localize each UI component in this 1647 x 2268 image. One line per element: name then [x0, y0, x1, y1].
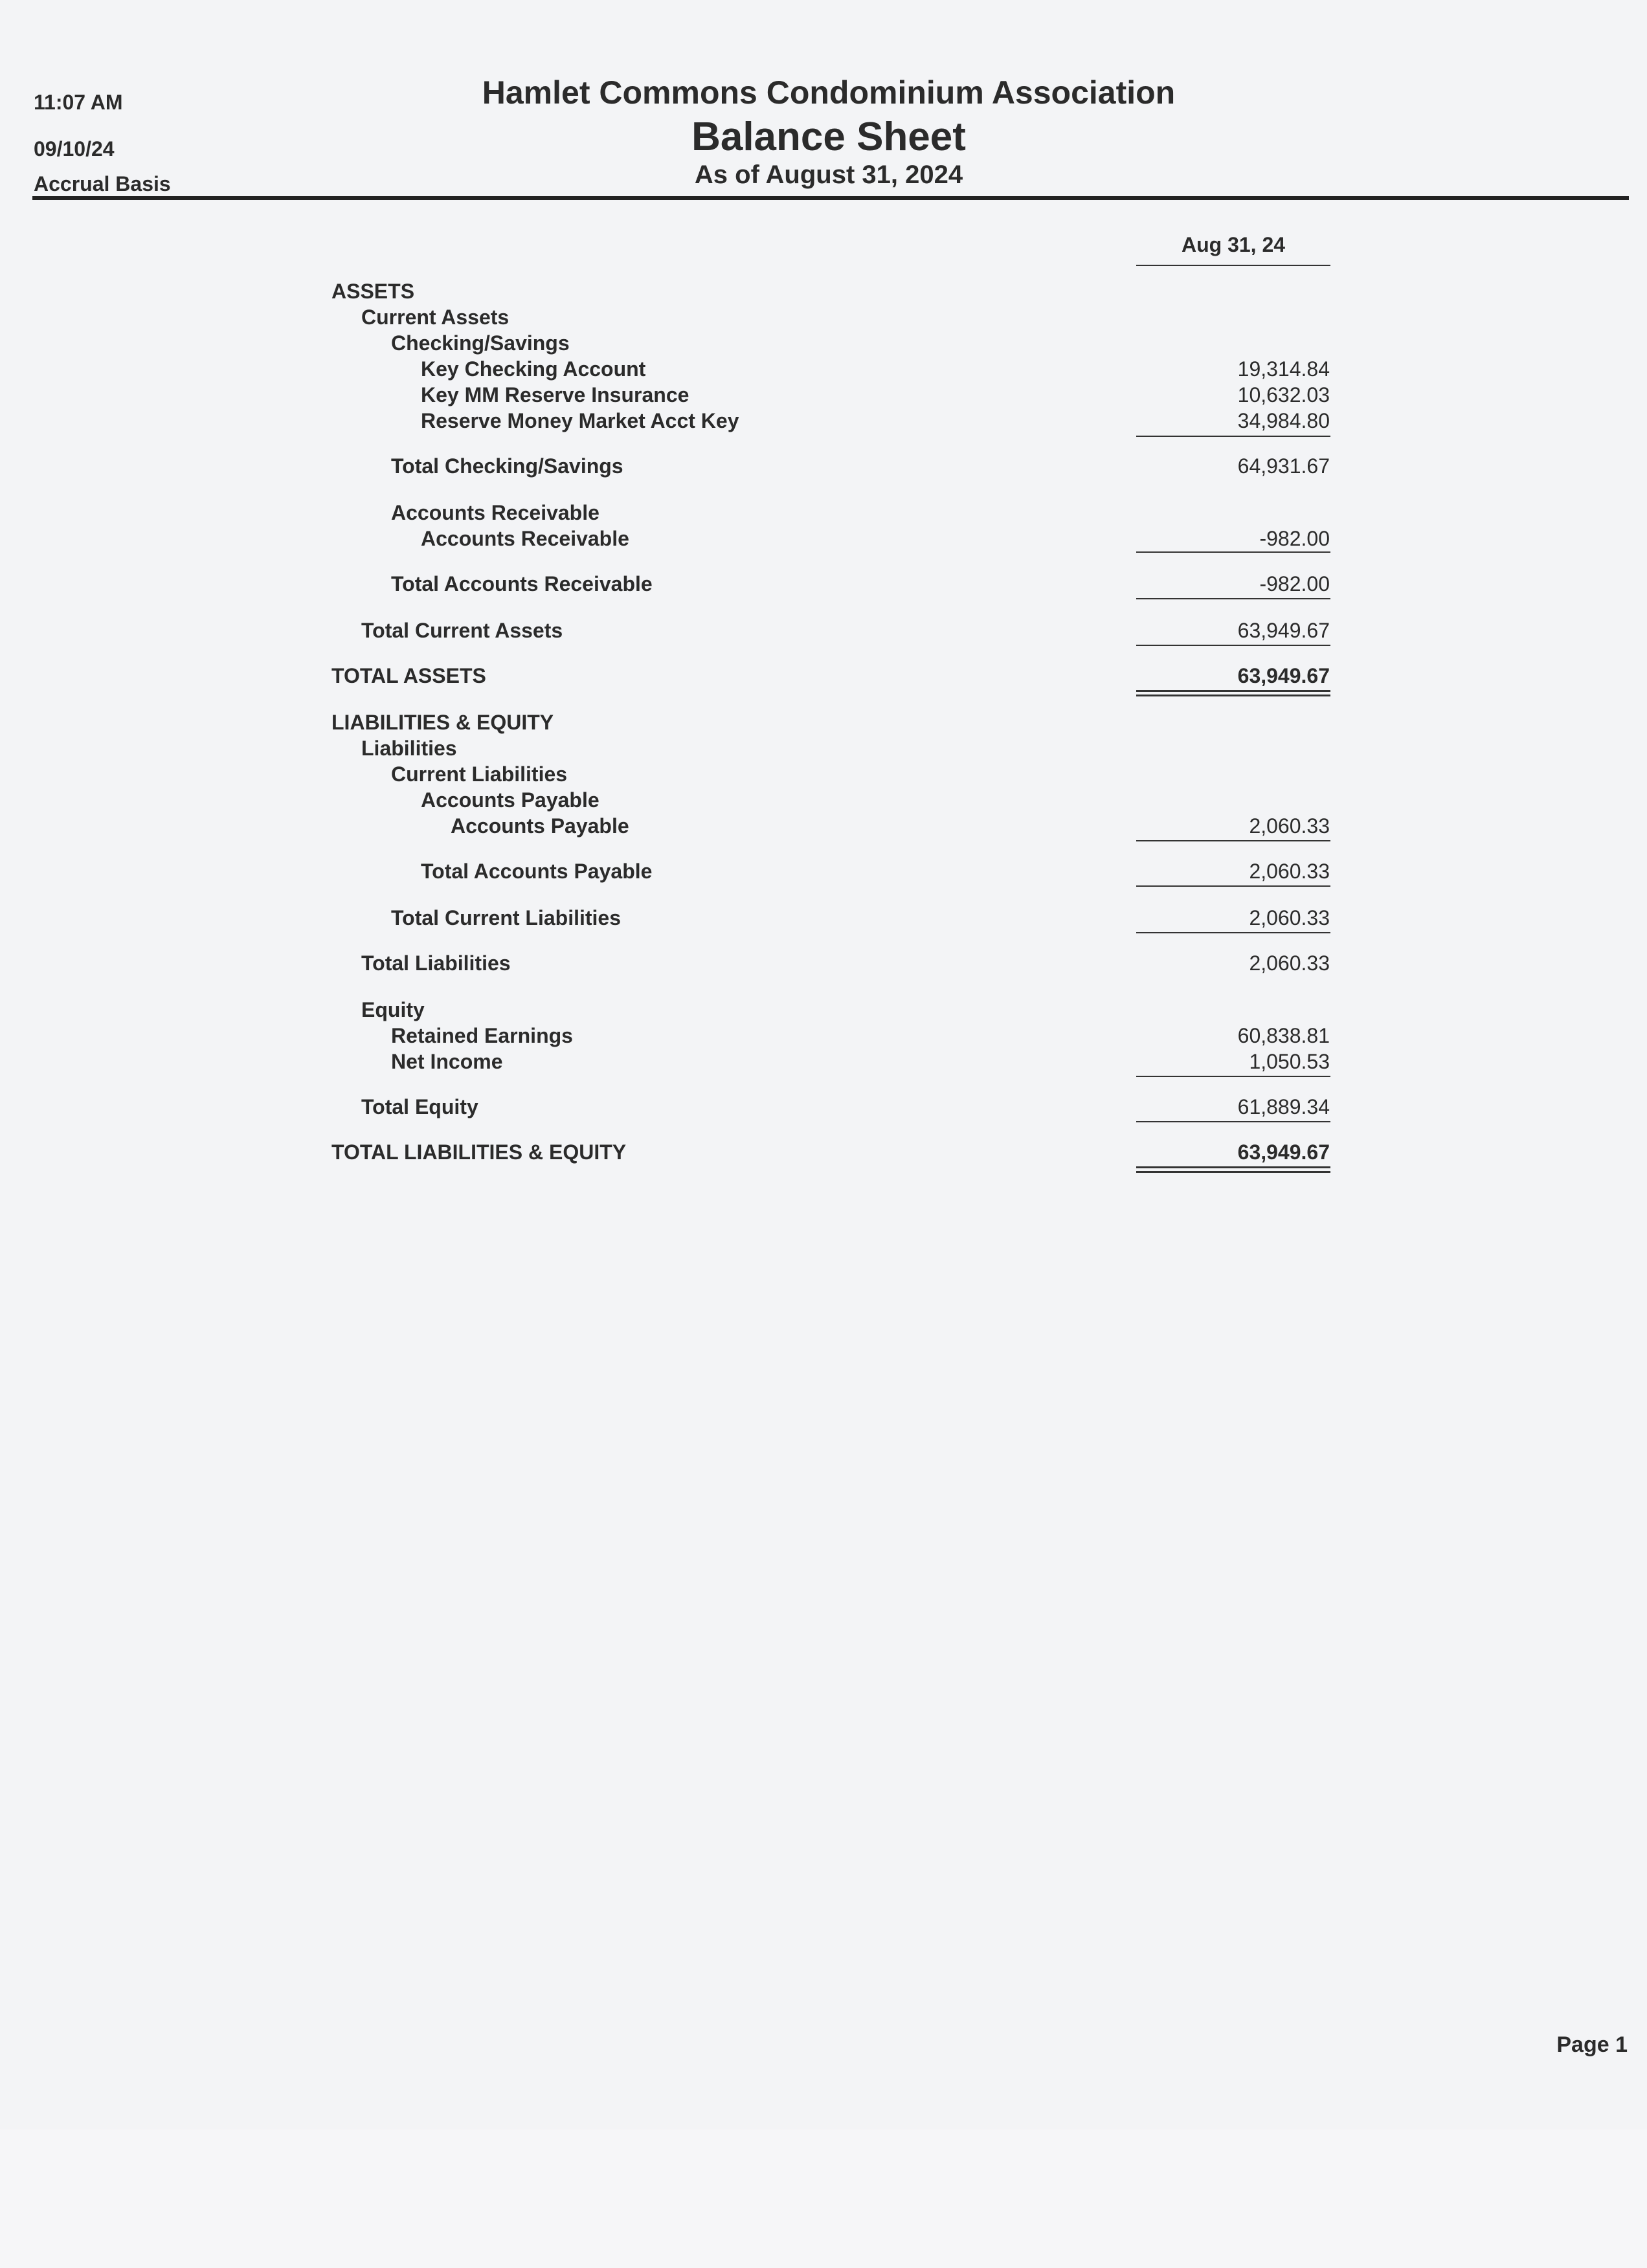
row-total-ap [0, 858, 1647, 884]
row-label: Reserve Money Market Acct Key [421, 409, 739, 432]
row-total-ar [0, 571, 1647, 597]
row-accounts-receivable [0, 526, 1647, 551]
row-total-assets [0, 663, 1647, 689]
row-total-equity [0, 1094, 1647, 1120]
subtotal-rule [1136, 551, 1330, 553]
header-rule [32, 196, 1629, 200]
row-reserve-mm [0, 408, 1647, 434]
report-date: 09/10/24 [34, 137, 115, 161]
row-label: Net Income [391, 1050, 503, 1073]
section-assets [0, 278, 1647, 304]
row-label: Current Liabilities [391, 762, 568, 786]
row-key-mm-reserve [0, 382, 1647, 408]
row-label: Current Assets [361, 306, 510, 329]
row-amount: 1,050.53 [1249, 1050, 1330, 1073]
row-label: Accounts Receivable [421, 527, 629, 550]
row-label: Total Current Liabilities [391, 906, 621, 929]
grand-total-rule [1136, 690, 1330, 696]
subtotal-rule [1136, 436, 1330, 437]
grand-total-rule [1136, 1166, 1330, 1173]
subtotal-rule [1136, 840, 1330, 841]
report-title: Balance Sheet [691, 115, 966, 159]
subtotal-rule [1136, 1121, 1330, 1122]
group-current-liabilities [0, 761, 1647, 787]
subtotal-rule [1136, 1076, 1330, 1077]
row-total-current-liabilities [0, 905, 1647, 931]
row-amount: 2,060.33 [1249, 906, 1330, 929]
row-amount: 64,931.67 [1237, 454, 1330, 478]
row-amount: -982.00 [1259, 572, 1330, 595]
subtotal-rule [1136, 885, 1330, 887]
row-net-income [0, 1049, 1647, 1074]
subtotal-rule [1136, 598, 1330, 599]
row-amount: -982.00 [1259, 527, 1330, 550]
page-number: Page 1 [1556, 2032, 1628, 2057]
row-label: Key Checking Account [421, 357, 646, 381]
subtotal-rule [1136, 932, 1330, 933]
row-amount: 61,889.34 [1237, 1095, 1330, 1118]
row-label: Retained Earnings [391, 1024, 573, 1047]
report-as-of: As of August 31, 2024 [694, 161, 963, 189]
row-amount: 10,632.03 [1237, 383, 1330, 406]
row-label: Accounts Payable [421, 788, 599, 812]
row-label: Liabilities [361, 737, 457, 760]
group-equity [0, 997, 1647, 1023]
organization-name: Hamlet Commons Condominium Association [482, 74, 1176, 111]
row-total-liabilities-equity [0, 1139, 1647, 1165]
row-label: Key MM Reserve Insurance [421, 383, 689, 406]
row-key-checking [0, 356, 1647, 382]
row-amount: 63,949.67 [1237, 664, 1330, 687]
group-checking-savings [0, 330, 1647, 356]
group-accounts-receivable [0, 500, 1647, 526]
row-retained-earnings [0, 1023, 1647, 1049]
row-amount: 63,949.67 [1237, 619, 1330, 642]
row-label: TOTAL ASSETS [331, 664, 486, 687]
row-amount: 63,949.67 [1237, 1140, 1330, 1164]
row-amount: 60,838.81 [1237, 1024, 1330, 1047]
row-accounts-payable [0, 813, 1647, 839]
row-label: Equity [361, 998, 425, 1021]
row-label: Checking/Savings [391, 331, 570, 355]
row-total-liabilities [0, 950, 1647, 976]
row-label: Total Checking/Savings [391, 454, 623, 478]
row-label: Total Liabilities [361, 951, 511, 975]
row-label: Accounts Payable [451, 814, 629, 838]
subtotal-rule [1136, 645, 1330, 646]
row-amount: 34,984.80 [1237, 409, 1330, 432]
group-liabilities [0, 735, 1647, 761]
row-amount: 2,060.33 [1249, 814, 1330, 838]
row-amount: 2,060.33 [1249, 951, 1330, 975]
report-time: 11:07 AM [34, 91, 123, 114]
row-label: Total Accounts Receivable [391, 572, 653, 595]
row-label: Accounts Receivable [391, 501, 599, 524]
row-amount: 19,314.84 [1237, 357, 1330, 381]
row-total-current-assets [0, 617, 1647, 643]
row-label: Total Accounts Payable [421, 860, 653, 883]
row-amount: 2,060.33 [1249, 860, 1330, 883]
row-label: Total Equity [361, 1095, 478, 1118]
report-basis: Accrual Basis [34, 172, 171, 195]
row-label: Total Current Assets [361, 619, 563, 642]
row-label: TOTAL LIABILITIES & EQUITY [331, 1140, 627, 1164]
group-accounts-payable [0, 787, 1647, 813]
section-liabilities-equity [0, 709, 1647, 735]
group-current-assets [0, 304, 1647, 330]
row-total-checking [0, 453, 1647, 479]
column-header: Aug 31, 24 [1136, 233, 1330, 266]
row-label: LIABILITIES & EQUITY [331, 711, 554, 734]
row-label: ASSETS [331, 280, 415, 303]
